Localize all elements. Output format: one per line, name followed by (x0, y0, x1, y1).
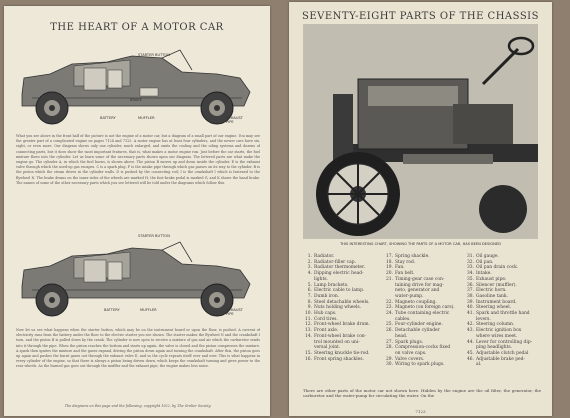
part-number: 8. (307, 299, 312, 305)
part-number: 13. (305, 328, 312, 334)
part-name: Steel detachable wheels. (314, 299, 370, 305)
chassis-photograph (303, 24, 538, 239)
part-name: Cord tires. (314, 316, 338, 322)
part-number (465, 362, 474, 368)
part-name: Front-wheel brake con- (314, 333, 367, 339)
part-number: 44. (467, 339, 474, 345)
part-name: Oil gauge. (476, 254, 499, 259)
part-name: Valve covers. (395, 356, 425, 362)
part-name: trol mounted on uni- (314, 339, 360, 345)
part-name: Front spring shackles. (314, 356, 364, 362)
label-starter-button: STARTER BUTTON (138, 53, 170, 57)
part-name: levers. (476, 316, 491, 322)
right-page-title: SEVENTY-EIGHT PARTS OF THE CHASSIS (302, 11, 539, 22)
part-name: Oil pan. (476, 259, 494, 265)
part-name: Nuts holding wheels. (314, 305, 362, 311)
label-muffler-2: MUFFLER (140, 308, 157, 312)
part-name: Magneto (on foreign cars). (395, 305, 455, 311)
part-number: 26. (386, 328, 393, 334)
part-name: Hub caps. (314, 311, 337, 317)
part-number: 5. (307, 282, 312, 288)
part-name: cables. (395, 316, 411, 322)
part-name: Fan belt. (395, 271, 415, 277)
part-number: 38. (467, 293, 474, 299)
part-number: 25. (386, 322, 393, 328)
car-cutaway-illustration-2 (12, 228, 262, 320)
part-name: Spring shackle. (395, 254, 430, 259)
part-item (465, 362, 541, 368)
part-number: 29. (386, 356, 393, 362)
part-name: Electric cable to lamp. (314, 288, 365, 294)
part-name: where wires meet. (476, 333, 518, 339)
part-name: on valve caps. (395, 350, 427, 356)
part-name: Timing-gear case con- (395, 276, 445, 282)
paragraph-starter-description: Now let us see what happens when the starter button, which may be on the instrument board or upon the floor, is pushed. A current of electricity runs from the battery under the floor to the electric starter you see shown. The starter makes the flywheel N and the crankshaft I turn, and the piston B is pulled down by the crank. The cylinder is now open to receive a mixture of gas and air which the carburetor sends into it through the pipe. When the piston reaches the bottom and starts up again, the valve is closed and the piston compresses the mixture. A spark then ignites the mixture and the gases expand, driving the piston down again and turning the crankshaft. After this, the piston goes up again and pushes the burnt gases out through the exhaust valve E, and so the cycle repeats itself over and over. This is what happens in every cylinder of the engine, so that there is always a piston being driven down, which keeps the crankshaft turning and gives power to the rear wheels. As the burned gas goes out through the muffler and the exhaust pipe, the engine makes less noise. (16, 328, 260, 369)
part-number: 41. (467, 311, 474, 317)
part-name: Front axle. (314, 328, 339, 334)
label-battery-2: BATTERY (104, 308, 120, 312)
part-name: Magneto coupling. (395, 299, 437, 305)
paragraph-engine-description: What you see above in the front half of the picture is not the engine of a motor car, but a diagram of a small part of our engine. You may see the greater part of a complicated engine on pages 7124 and 7125. A motor engine has at least four cylinders, and the newer cars have six, eight, or even more. Our diagram shows only one cylinder, much enlarged, and omits the cooling and the oiling systems and dozens of connecting parts, but it does show the most important features, that is, what makes a motor engine run. Just before the car starts, the fuel mixture flows into the cylinder. Let us learn some of the necessary parts shown upon our diagram. The lettered parts are what make the engine go. The cylinder A, in which the fuel burns, is shown above. The piston B moves up and down inside the cylinder. E is the exhaust valve through which the used-up gas escapes. C is a spark plug. F is the intake pipe through which gas passes on its way to the cylinder. B is the piston which the steam drives in the cylinder walls. D is pushed by the connecting rod; I is the crankshaft I which is fastened to the flywheel N. The brake drums on the inner sides of the wheels are marked H; the foot-brake pedal is marked G, and K shows the hand brake. The names of some of the other necessary parts which you see lettered will be told under the diagrams which follow this. (16, 134, 260, 185)
engine-diagram-1 (12, 36, 262, 128)
part-number: 30. (386, 362, 393, 368)
part-name: Electric horn. (476, 288, 507, 294)
part-number: 27. (386, 339, 393, 345)
parts-column-3 (465, 254, 541, 368)
chart-caption: THIS INTERESTING CHART, SHOWING THE PARTS OF A MOTOR CAR, HAS BEEN DESIGNED (340, 242, 501, 246)
part-name: Silencer (muffler). (476, 282, 517, 288)
part-name: Exhaust pipe. (476, 276, 507, 282)
copyright-footnote: The diagrams on this page and the following, copyright 1922, by The Grolier Society. (64, 404, 212, 408)
label-exhaust-pipe-2: EXHAUST PIPE (226, 308, 244, 316)
part-number: 39. (467, 299, 474, 305)
part-name: Spark and throttle hand (476, 311, 530, 317)
part-name: Lamp brackets. (314, 282, 349, 288)
part-number: 45. (467, 350, 474, 356)
part-name: Dipping electric head- (314, 271, 364, 277)
part-number: 2. (307, 259, 312, 265)
part-number: 42. (467, 322, 474, 328)
part-number: 16. (305, 356, 312, 362)
part-name: Dumb iron. (314, 293, 340, 299)
part-number: 1. (307, 254, 312, 259)
part-number: 3. (307, 265, 312, 271)
part-name: Detachable cylinder (395, 328, 440, 334)
part-name: Front-wheel brake drum. (314, 322, 370, 328)
part-number: 21. (386, 276, 393, 282)
part-item (384, 362, 460, 368)
footer-paragraph: There are other parts of the motor car not shown here. Hidden by the engine are the oil filter, the generator, the carburetor and the water-pump for circulating the water. On the (303, 388, 541, 399)
part-name: Radiator-filler cap. (314, 259, 356, 265)
part-number: 4. (307, 271, 312, 277)
part-name: Steering wheel. (476, 305, 512, 311)
part-number: 22. (386, 299, 393, 305)
label-exhaust-pipe: EXHAUST PIPE (226, 116, 244, 124)
part-name: Lever for controlling dip- (476, 339, 533, 345)
page-number: 7123 (415, 409, 426, 414)
part-name: al. (476, 362, 482, 368)
left-page (4, 6, 270, 416)
part-number: 20. (386, 271, 393, 277)
part-name: Adjustable brake ped- (476, 356, 525, 362)
part-name: Stay rod. (395, 259, 416, 265)
label-brake: BRAKE (130, 98, 142, 102)
part-name: Adjustable clutch pedal (476, 350, 529, 356)
part-name: Gasoline tank. (476, 293, 508, 299)
part-name: water-pump. (395, 293, 424, 299)
part-number: 11. (305, 316, 312, 322)
part-number: 6. (307, 288, 312, 294)
part-number: 19. (386, 265, 393, 271)
part-name: Radiator thermometer. (314, 265, 365, 271)
parts-column-1 (303, 254, 379, 368)
part-number: 32. (467, 259, 474, 265)
part-name: Fan. (395, 265, 405, 271)
part-number: 36. (467, 282, 474, 288)
part-name: lights. (314, 276, 328, 282)
parts-list (303, 254, 541, 368)
label-starter-button-2: STARTER BUTTON (138, 234, 170, 238)
part-number: 15. (305, 350, 312, 356)
part-name: Radiator. (314, 254, 335, 259)
car-cutaway-illustration-1 (12, 36, 262, 128)
part-name: Steering knuckle tie-rod. (314, 350, 370, 356)
part-name: Compression-cocks fixed (395, 345, 451, 351)
part-name: neto, generator and (395, 288, 440, 294)
part-number: 18. (386, 259, 393, 265)
right-page (289, 2, 552, 416)
part-number: 10. (305, 311, 312, 317)
part-name: Wiring to spark plugs. (395, 362, 445, 368)
part-number: 12. (305, 322, 312, 328)
part-number: 33. (467, 265, 474, 271)
part-number: 46. (467, 356, 474, 362)
part-number: 40. (467, 305, 474, 311)
part-number: 37. (467, 288, 474, 294)
part-number: 7. (307, 293, 312, 299)
part-name: Four-cylinder engine. (395, 322, 443, 328)
part-number: 24. (386, 311, 393, 317)
part-name: Electric ignition box (476, 328, 522, 334)
part-number: 23. (386, 305, 393, 311)
part-name: Oil pan drain cock. (476, 265, 519, 271)
part-number: 28. (386, 345, 393, 351)
chassis-illustration (303, 24, 538, 239)
part-number: 17. (386, 254, 393, 259)
part-name: Tube containing electric (395, 311, 450, 317)
parts-column-2 (384, 254, 460, 368)
part-number: 34. (467, 271, 474, 277)
label-muffler: MUFFLER (138, 116, 155, 120)
part-name: ping headlights. (476, 345, 512, 351)
engine-diagram-2 (12, 228, 262, 320)
part-name: Spark plugs. (395, 339, 424, 345)
part-name: Intake. (476, 271, 492, 277)
part-number: 14. (305, 333, 312, 339)
part-number: 9. (307, 305, 312, 311)
left-page-title: THE HEART OF A MOTOR CAR (50, 22, 224, 33)
part-name: head. (395, 333, 408, 339)
part-number: 43. (467, 328, 474, 334)
part-name: taining drive for mag- (395, 282, 444, 288)
part-name: Steering column. (476, 322, 515, 328)
label-battery: BATTERY (100, 116, 116, 120)
part-name: versal joint. (314, 345, 341, 351)
part-number: 35. (467, 276, 474, 282)
part-number: 31. (467, 254, 474, 259)
part-item (303, 357, 379, 363)
part-name: Instrument board. (476, 299, 517, 305)
